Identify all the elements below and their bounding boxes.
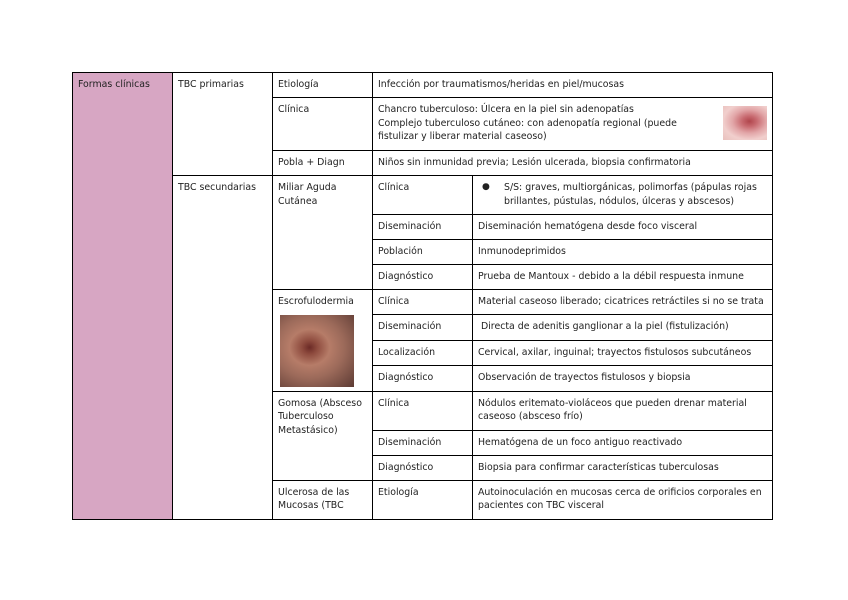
row-label: Localización xyxy=(373,340,473,365)
row-label: Diseminación xyxy=(373,315,473,340)
tbc-secundarias-cell: TBC secundarias xyxy=(173,176,273,520)
tbc-forms-table xyxy=(72,72,773,520)
row-value: Hematógena de un foco antiguo reactivado xyxy=(473,430,773,455)
row-value: Directa de adenitis ganglionar a la piel (fistulización) xyxy=(473,315,773,340)
group-ulcerosa-cell: Ulcerosa de las Mucosas (TBC xyxy=(273,480,373,519)
row-label: Clínica xyxy=(373,391,473,430)
row-label: Etiología xyxy=(373,480,473,519)
row-label: Etiología xyxy=(273,73,373,98)
row-label: Pobla + Diagn xyxy=(273,151,373,176)
row-label: Clínica xyxy=(373,290,473,315)
row-value: Autoinoculación en mucosas cerca de orificios corporales en pacientes con TBC visceral xyxy=(473,480,773,519)
chancro-line: Chancro tuberculoso: Úlcera en la piel sin adenopatías xyxy=(378,104,634,115)
complejo-line: Complejo tuberculoso cutáneo: con adenopatía regional (puede fistulizar y liberar material caseoso) xyxy=(378,117,677,142)
group-miliar-cell: Miliar Aguda Cutánea xyxy=(273,176,373,290)
bullet-icon: ● xyxy=(482,182,490,192)
bullet-text: S/S: graves, multiorgánicas, polimorfas (pápulas rojas brillantes, pústulas, nódulos, úlceras y abscesos) xyxy=(504,182,757,207)
row-value: Diseminación hematógena desde foco visceral xyxy=(473,215,773,240)
row-label: Diagnóstico xyxy=(373,366,473,391)
row-value: Infección por traumatismos/heridas en piel/mucosas xyxy=(373,73,773,98)
row-value xyxy=(473,176,773,215)
formas-clinicas-cell: Formas clínicas xyxy=(73,73,173,520)
row-label: Clínica xyxy=(273,98,373,151)
row-value: Niños sin inmunidad previa; Lesión ulcerada, biopsia confirmatoria xyxy=(373,151,773,176)
row-value xyxy=(373,98,773,151)
group-gomosa-cell: Gomosa (Absceso Tuberculoso Metastásico) xyxy=(273,391,373,480)
row-label: Diseminación xyxy=(373,215,473,240)
table-row xyxy=(73,176,773,215)
row-value: Nódulos eritemato-violáceos que pueden drenar material caseoso (absceso frío) xyxy=(473,391,773,430)
group-escrofulodermia-cell xyxy=(273,290,373,392)
row-value: Cervical, axilar, inguinal; trayectos fistulosos subcutáneos xyxy=(473,340,773,365)
row-label: Clínica xyxy=(373,176,473,215)
table-row xyxy=(73,73,773,98)
row-value: Biopsia para confirmar características tuberculosas xyxy=(473,455,773,480)
tbc-primarias-cell: TBC primarias xyxy=(173,73,273,176)
row-value: Observación de trayectos fistulosos y biopsia xyxy=(473,366,773,391)
row-label: Diseminación xyxy=(373,430,473,455)
escrofulodermia-photo xyxy=(280,315,354,387)
row-label: Diagnóstico xyxy=(373,265,473,290)
group-name: Escrofulodermia xyxy=(278,296,354,307)
row-value: Inmunodeprimidos xyxy=(473,240,773,265)
row-label: Población xyxy=(373,240,473,265)
row-label: Diagnóstico xyxy=(373,455,473,480)
row-value: Prueba de Mantoux - debido a la débil respuesta inmune xyxy=(473,265,773,290)
chancre-lesion-photo xyxy=(723,106,767,140)
row-value: Material caseoso liberado; cicatrices retráctiles si no se trata xyxy=(473,290,773,315)
